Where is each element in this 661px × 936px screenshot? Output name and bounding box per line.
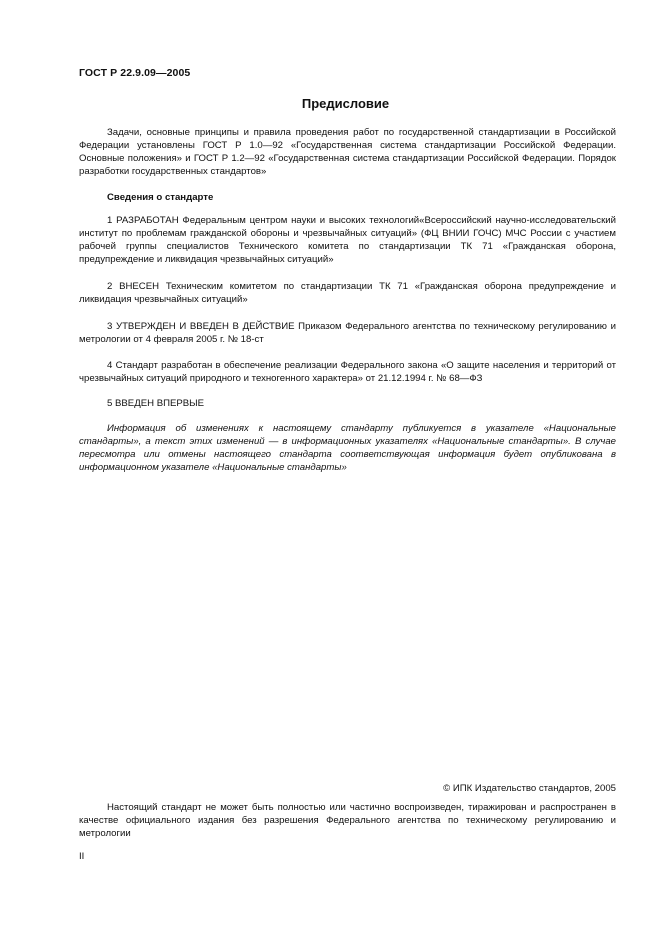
item-purpose: 4 Стандарт разработан в обеспечение реализации Федерального закона «О защите населения и территорий от чрезвычайных ситуаций природного и техногенного характера» от 21.12.1994 г. № 68—ФЗ: [79, 360, 616, 384]
document-header: ГОСТ Р 22.9.09—2005: [79, 67, 191, 79]
page-number: II: [79, 851, 85, 862]
section-heading: Сведения о стандарте: [107, 192, 214, 203]
reproduction-notice: Настоящий стандарт не может быть полностью или частично воспроизведен, тиражирован и распространен в качестве официального издания без разрешения Федерального агентства по техническому регулированию и метрологии: [79, 802, 616, 839]
item-developed: 1 РАЗРАБОТАН Федеральным центром науки и высоких технологий«Всероссийский научно-исследовательский институт по проблемам гражданской обороны и чрезвычайных ситуаций» (ФЦ ВНИИ ГОЧС) МЧС России с участием рабочей группы специалистов Технического комитета по стандартизации ТК 71 «Гражданская оборона, предупреждение и ликвидация чрезвычайных ситуаций»: [79, 215, 616, 265]
page-title: Предисловие: [301, 96, 390, 111]
copyright-line: © ИПК Издательство стандартов, 2005: [443, 783, 616, 794]
intro-paragraph: Задачи, основные принципы и правила проведения работ по государственной стандартизации в Российской Федерации установлены ГОСТ Р 1.0—92 «Государственная система стандартизации Российской Федерации. Основные положения» и ГОСТ Р 1.2—92 «Государственная система стандартизации Российской Федерации. Порядок разработки государственных стандартов»: [79, 127, 616, 177]
item-approved: 3 УТВЕРЖДЕН И ВВЕДЕН В ДЕЙСТВИЕ Приказом Федерального агентства по техническому регулированию и метрологии от 4 февраля 2005 г. № 18-ст: [79, 321, 616, 345]
item-first-introduced: 5 ВВЕДЕН ВПЕРВЫЕ: [107, 398, 205, 409]
changes-notice: Информация об изменениях к настоящему стандарту публикуется в указателе «Национальные стандарты», а текст этих изменений — в информационных указателях «Национальные стандарты». В случае пересмотра или отмены настоящего стандарта соответствующая информация будет опубликована в информационном указателе «Национальные стандарты»: [79, 423, 616, 473]
item-introduced: 2 ВНЕСЕН Техническим комитетом по стандартизации ТК 71 «Гражданская оборона предупреждение и ликвидация чрезвычайных ситуаций»: [79, 281, 616, 305]
